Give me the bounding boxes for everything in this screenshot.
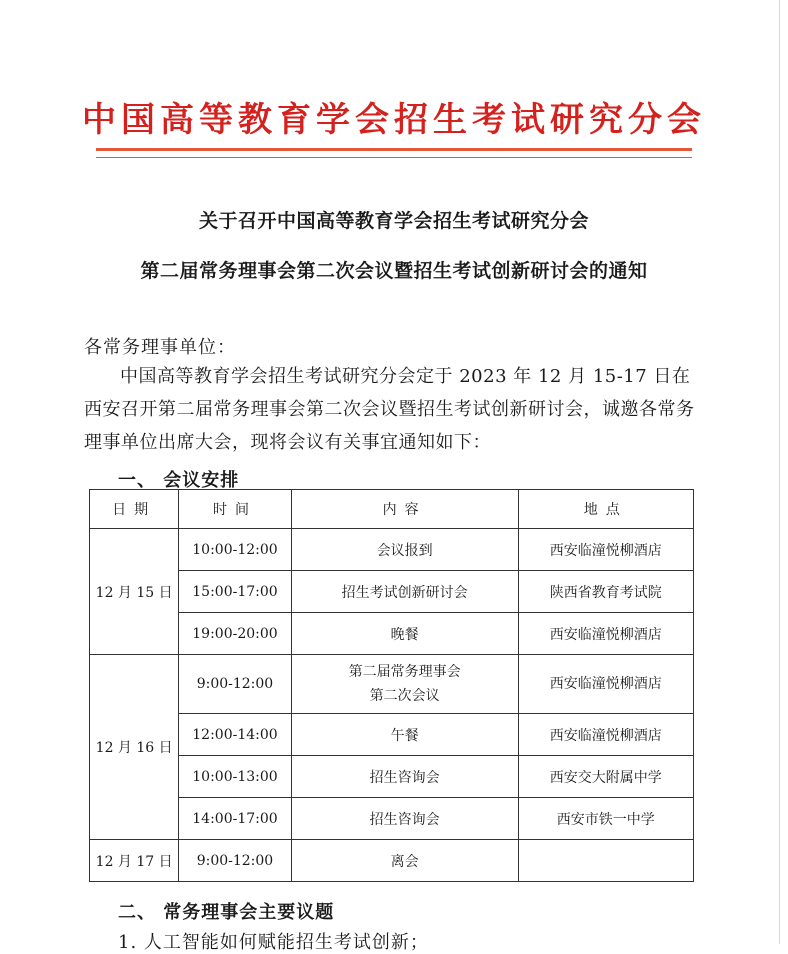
date-cell: 12 月 16 日: [90, 655, 179, 840]
content-line: 第二次会议: [369, 688, 440, 704]
section-heading-agenda: 二、 常务理事会主要议题: [118, 902, 335, 923]
content-cell: 会议报到: [291, 529, 518, 571]
page-edge-line: [779, 0, 780, 944]
time-cell: 14:00-17:00: [179, 798, 291, 840]
table-header-row: [90, 490, 694, 529]
place-cell: 西安临潼悦柳酒店: [518, 655, 693, 714]
table-row: [90, 714, 694, 756]
place-cell: 西安临潼悦柳酒店: [518, 529, 693, 571]
header-time: 时间: [179, 490, 291, 529]
salutation: 各常务理事单位：: [84, 337, 236, 358]
place-cell: 西安临潼悦柳酒店: [518, 613, 693, 655]
place-cell: 陕西省教育考试院: [518, 571, 693, 613]
table-row: [90, 655, 694, 714]
place-cell: 西安市铁一中学: [518, 798, 693, 840]
body-paragraph: 中国高等教育学会招生考试研究分会定于 2023 年 12 月 15-17 日在西安召开第二届常务理事会第二次会议暨招生考试创新研讨会，诚邀各常务理事单位出席大会，现将会议有关事宜通知如下：: [84, 366, 695, 453]
letterhead-rule-thin: [96, 157, 692, 158]
place-cell: 西安交大附属中学: [518, 756, 693, 798]
time-cell: 15:00-17:00: [179, 571, 291, 613]
notice-title-line1: 关于召开中国高等教育学会招生考试研究分会: [198, 210, 589, 232]
content-cell: 离会: [291, 840, 518, 882]
time-cell: 10:00-13:00: [179, 756, 291, 798]
table-row: [90, 756, 694, 798]
content-cell: 午餐: [291, 714, 518, 756]
content-line: 第二届常务理事会: [348, 664, 461, 680]
time-cell: 12:00-14:00: [179, 714, 291, 756]
content-cell: 晚餐: [291, 613, 518, 655]
header-content: 内容: [291, 490, 518, 529]
place-cell: 西安临潼悦柳酒店: [518, 714, 693, 756]
letterhead-rule-thick: [96, 148, 692, 151]
content-cell: 招生咨询会: [291, 756, 518, 798]
content-cell: [291, 655, 518, 714]
letterhead-org-name: 中国高等教育学会招生考试研究分会: [82, 100, 706, 140]
place-cell: [518, 840, 693, 882]
content-cell: 招生考试创新研讨会: [291, 571, 518, 613]
time-cell: 10:00-12:00: [179, 529, 291, 571]
agenda-item: 1. 人工智能如何赋能招生考试创新；: [118, 932, 429, 953]
date-cell: 12 月 17 日: [90, 840, 179, 882]
table-row: [90, 613, 694, 655]
date-cell: 12 月 15 日: [90, 529, 179, 655]
header-date: 日期: [90, 490, 179, 529]
time-cell: 9:00-12:00: [179, 655, 291, 714]
time-cell: 19:00-20:00: [179, 613, 291, 655]
table-row: [90, 798, 694, 840]
table-row: [90, 840, 694, 882]
time-cell: 9:00-12:00: [179, 840, 291, 882]
content-cell: 招生咨询会: [291, 798, 518, 840]
header-place: 地点: [518, 490, 693, 529]
table-row: [90, 571, 694, 613]
schedule-table: [89, 489, 694, 882]
table-row: [90, 529, 694, 571]
section-heading-schedule: 一、 会议安排: [118, 470, 240, 491]
notice-title-line2: 第二届常务理事会第二次会议暨招生考试创新研讨会的通知: [140, 260, 648, 282]
